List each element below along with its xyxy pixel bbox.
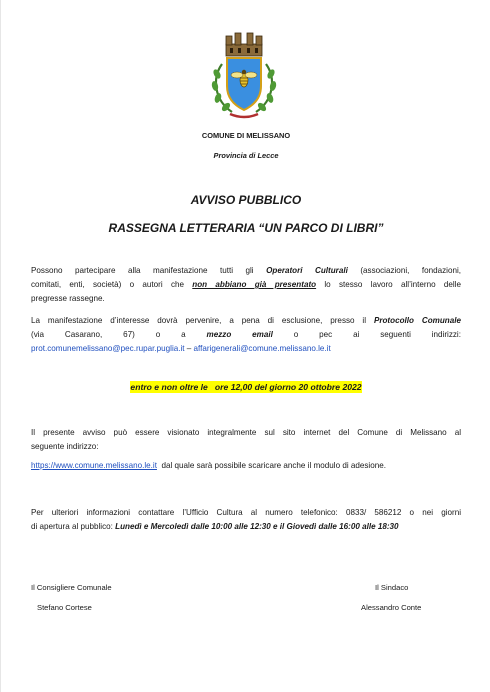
email-emphasis: mezzo email	[206, 330, 273, 339]
paragraph-line: Il presente avviso può essere visionato integralmente sul sito internet del Comune di Melissano al	[31, 428, 461, 437]
publication-paragraph	[31, 426, 461, 454]
text-segment: o pec ai seguenti indirizzi:	[272, 330, 461, 339]
text-segment: di apertura al pubblico:	[31, 522, 116, 531]
text-segment: dal quale sarà possibile scaricare anche il modulo di adesione.	[156, 461, 386, 470]
general-affairs-email-link[interactable]: affarigenerali@comune.melissano.le.it	[193, 344, 331, 353]
province-name: Provincia di Lecce	[213, 151, 279, 160]
non-presentato-emphasis: non abbiano già presentato	[192, 280, 317, 289]
paragraph-line: pregresse rassegne.	[31, 294, 105, 303]
text-segment: (associazioni, fondazioni,	[347, 266, 461, 275]
notice-subtitle: RASSEGNA LETTERARIA “UN PARCO DI LIBRI”	[108, 221, 384, 235]
mayor-role: Il Sindaco	[375, 583, 409, 592]
operatori-culturali-emphasis: Operatori Culturali	[266, 266, 348, 275]
deadline-line	[1, 382, 490, 392]
website-paragraph	[31, 459, 461, 473]
paragraph-line	[31, 314, 461, 328]
opening-hours-emphasis: Lunedì e Mercoledì dalle 10:00 alle 12:30 e il Giovedì dalle 16:00 alle 18:30	[115, 522, 399, 531]
text-segment: comitati, enti, società) o autori che	[31, 280, 193, 289]
paragraph-line	[31, 264, 461, 278]
website-link[interactable]: https://www.comune.melissano.le.it	[31, 461, 157, 470]
participation-paragraph	[31, 264, 461, 306]
paragraph-line	[31, 520, 461, 534]
councillor-name: Stefano Cortese	[37, 603, 92, 612]
coat-of-arms-icon	[208, 30, 280, 122]
submission-paragraph	[31, 314, 461, 356]
text-segment: Possono partecipare alla manifestazione tutti gli	[31, 266, 267, 275]
text-segment: La manifestazione d’interesse dovrà pervenire, a pena di esclusione, presso il	[31, 316, 374, 325]
pec-email-link[interactable]: prot.comunemelissano@pec.rupar.puglia.it	[31, 344, 185, 353]
paragraph-line	[31, 328, 461, 342]
paragraph-line	[31, 459, 461, 473]
paragraph-line: Per ulteriori informazioni contattare l’Ufficio Cultura al numero telefonico: 0833/ 586212 o nei giorni	[31, 508, 461, 517]
paragraph-line: seguente indirizzo:	[31, 442, 99, 451]
text-segment: (via Casarano, 67) o a	[31, 330, 207, 339]
text-segment: –	[184, 344, 194, 353]
text-segment: lo stesso lavoro all’interno delle	[316, 280, 462, 289]
deadline-highlight: entro e non oltre le ore 12,00 del giorno 20 ottobre 2022	[130, 382, 362, 392]
councillor-role: Il Consigliere Comunale	[31, 583, 112, 592]
comune-name: COMUNE DI MELISSANO	[201, 131, 291, 140]
info-paragraph	[31, 506, 461, 534]
paragraph-line	[31, 278, 461, 292]
paragraph-line	[31, 342, 461, 356]
notice-title: AVVISO PUBBLICO	[190, 193, 302, 207]
protocollo-emphasis: Protocollo Comunale	[373, 316, 461, 325]
mayor-name: Alessandro Conte	[361, 603, 422, 612]
